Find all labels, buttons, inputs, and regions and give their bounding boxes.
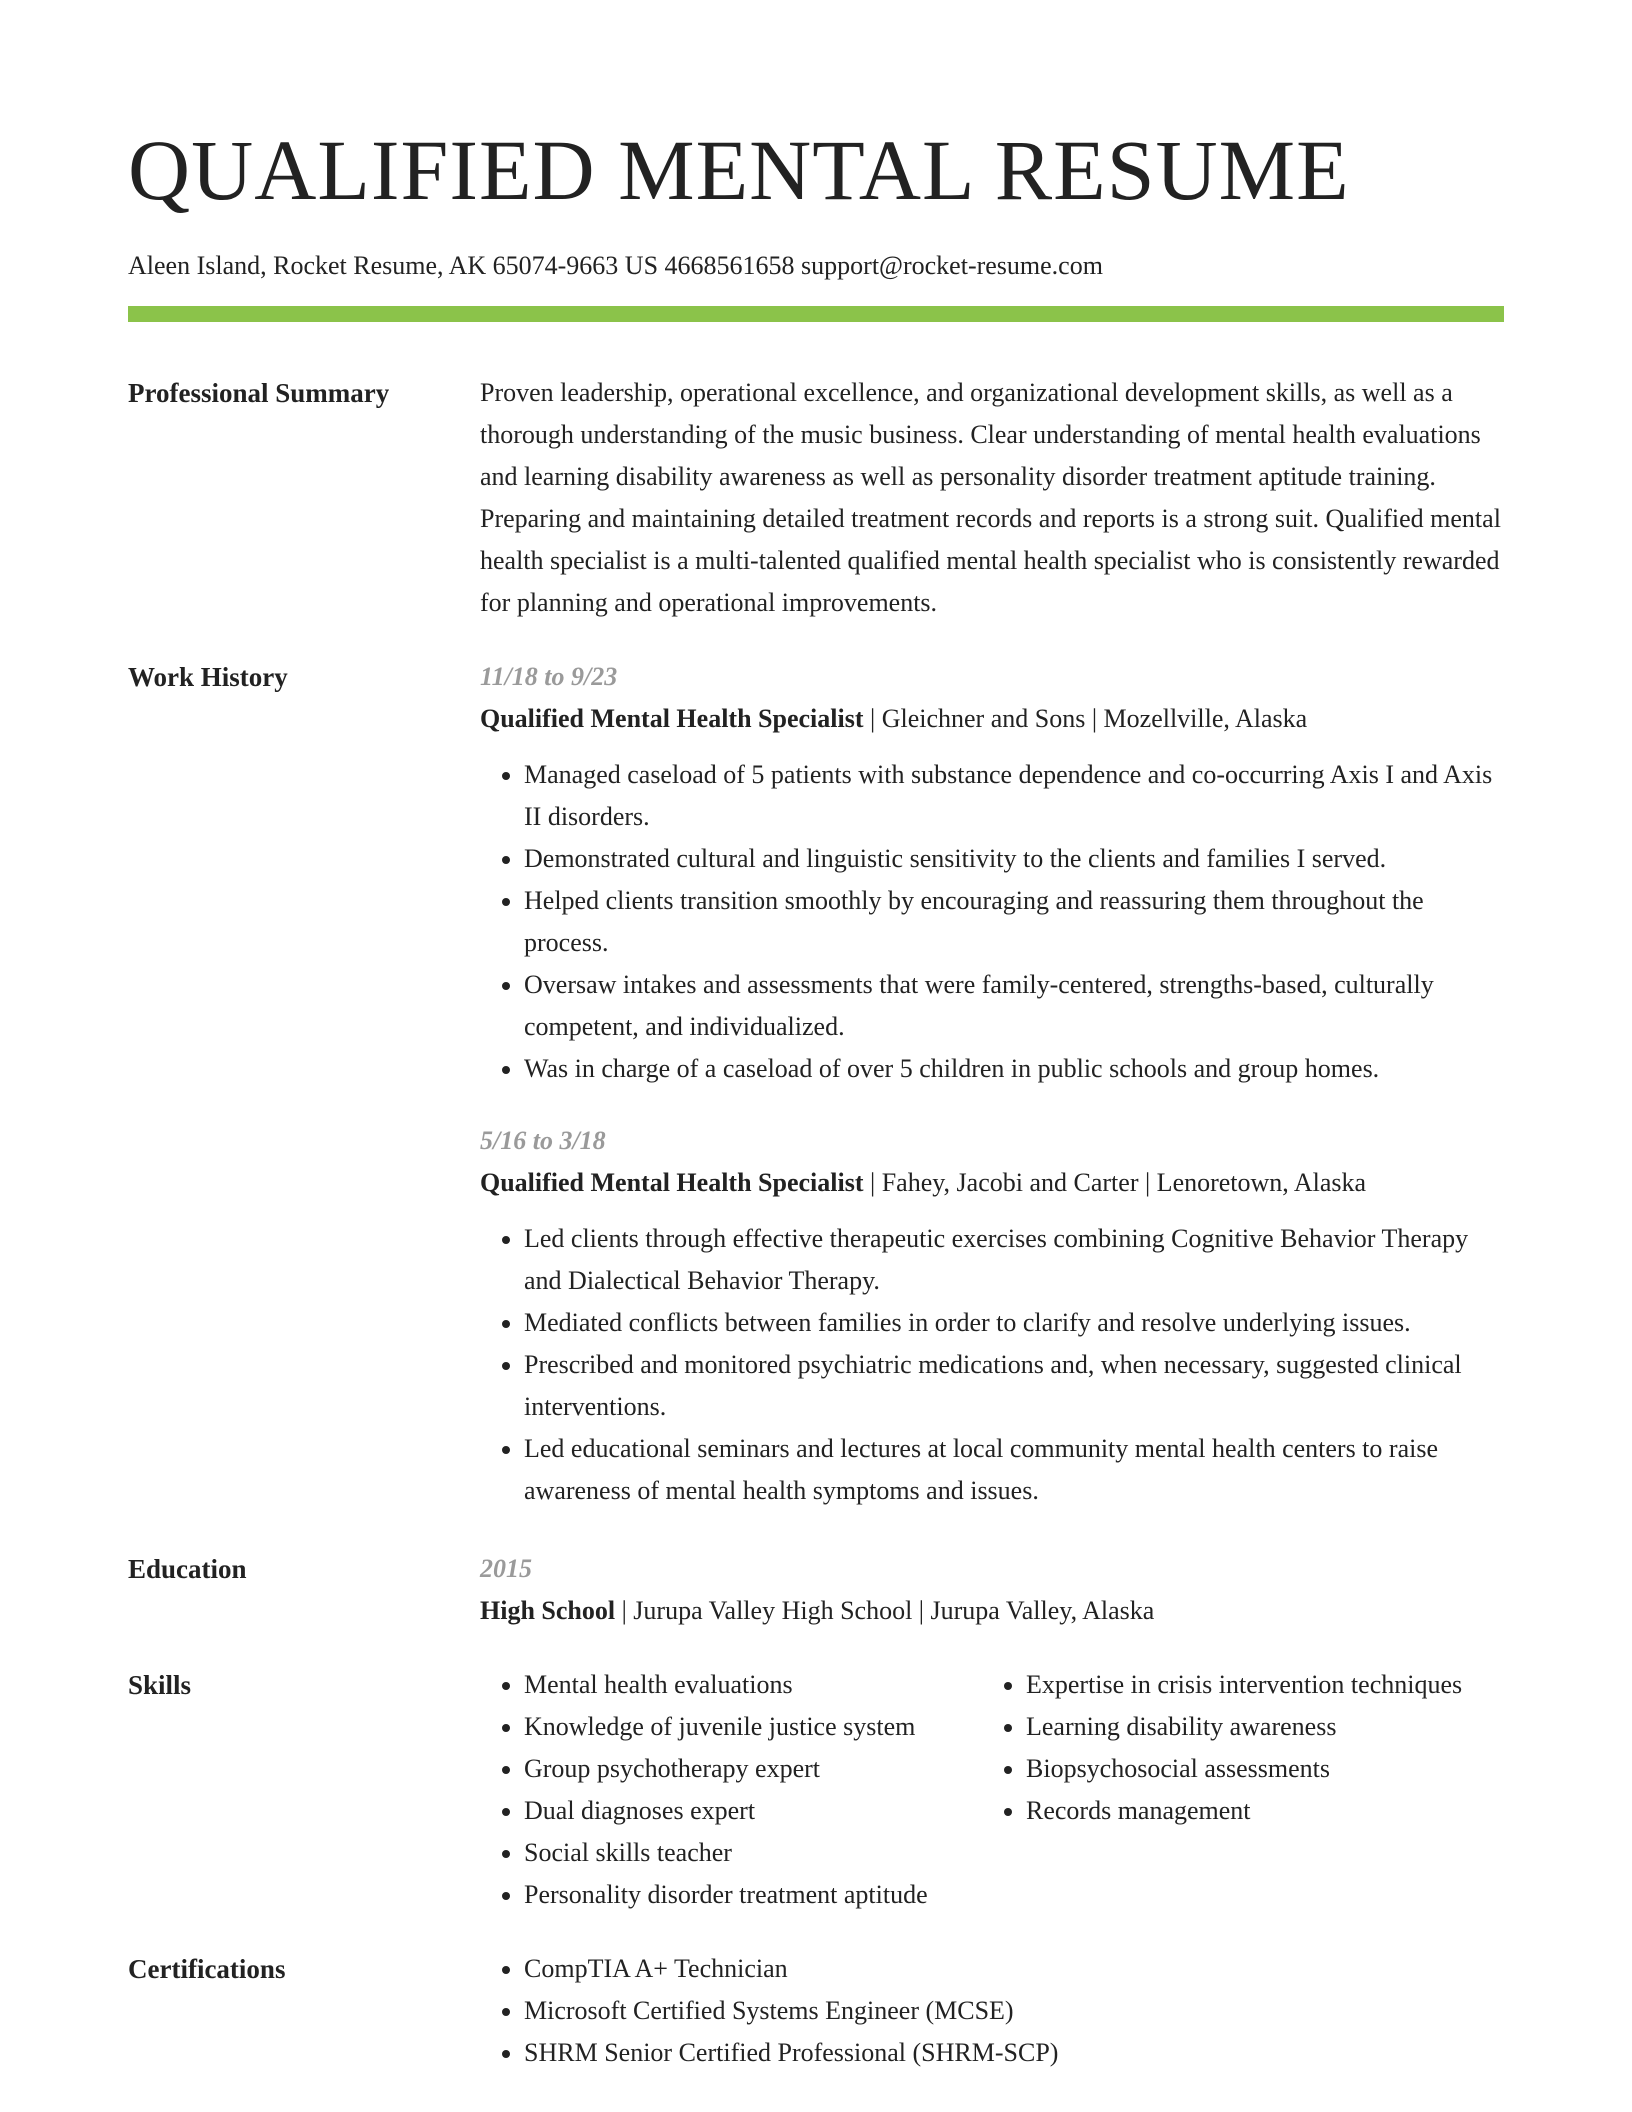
work-history-section: [128, 656, 1504, 1512]
certifications-heading: Certifications: [128, 1954, 286, 1984]
skill-item: • Biopsychosocial assessments: [1026, 1748, 1504, 1790]
job-bullet: • Prescribed and monitored psychiatric medications and, when necessary, suggested clinical interventions.: [524, 1344, 1504, 1428]
job-employer-location: | Gleichner and Sons | Mozellville, Alaska: [863, 704, 1308, 733]
education-heading: Education: [128, 1554, 247, 1584]
job-bullet: • Helped clients transition smoothly by encouraging and reassuring them throughout the process.: [524, 880, 1504, 964]
job-entry: [480, 656, 1504, 1090]
certification-item: • SHRM Senior Certified Professional (SHRM-SCP): [524, 2032, 1504, 2074]
job-bullet: • Managed caseload of 5 patients with substance dependence and co-occurring Axis I and Axis II disorders.: [524, 754, 1504, 838]
education-line: [480, 1590, 1504, 1632]
skills-column-2: [982, 1664, 1504, 1916]
education-year: 2015: [480, 1554, 532, 1583]
skill-item: • Dual diagnoses expert: [524, 1790, 982, 1832]
job-bullets: [480, 754, 1504, 1090]
skills-body: [480, 1664, 1504, 1916]
candidate-name: QUALIFIED MENTAL RESUME: [128, 122, 1350, 218]
job-employer-location: | Fahey, Jacobi and Carter | Lenoretown, Alaska: [863, 1168, 1367, 1197]
skill-item: • Knowledge of juvenile justice system: [524, 1706, 982, 1748]
job-bullet: • Demonstrated cultural and linguistic sensitivity to the clients and families I served.: [524, 838, 1504, 880]
skill-item: • Records management: [1026, 1790, 1504, 1832]
skill-item: • Expertise in crisis intervention techniques: [1026, 1664, 1504, 1706]
contact-line: Aleen Island, Rocket Resume, AK 65074-9663 US 4668561658 support@rocket-resume.com: [128, 251, 1103, 280]
job-bullet: • Led clients through effective therapeutic exercises combining Cognitive Behavior Therapy and Dialectical Behavior Therapy.: [524, 1218, 1504, 1302]
education-school-location: | Jurupa Valley High School | Jurupa Valley, Alaska: [615, 1596, 1155, 1625]
skills-column-1: [480, 1664, 982, 1916]
skill-item: • Learning disability awareness: [1026, 1706, 1504, 1748]
work-history-body: [480, 656, 1504, 1512]
job-title: Qualified Mental Health Specialist: [480, 1168, 864, 1197]
job-dates: 5/16 to 3/18: [480, 1126, 606, 1155]
summary-section: [128, 372, 1504, 624]
skills-section: [128, 1664, 1504, 1916]
skill-item: • Mental health evaluations: [524, 1664, 982, 1706]
skills-heading: Skills: [128, 1670, 192, 1700]
summary-heading: Professional Summary: [128, 378, 390, 408]
skills-list: [982, 1664, 1504, 1832]
job-entry: [480, 1120, 1504, 1512]
accent-divider: [128, 306, 1504, 322]
job-bullet: • Mediated conflicts between families in order to clarify and resolve underlying issues.: [524, 1302, 1504, 1344]
job-title: Qualified Mental Health Specialist: [480, 704, 864, 733]
job-bullet: • Led educational seminars and lectures at local community mental health centers to raise awareness of mental health symptoms and issues.: [524, 1428, 1504, 1512]
job-bullets: [480, 1218, 1504, 1512]
skills-list: [480, 1664, 982, 1916]
skill-item: • Social skills teacher: [524, 1832, 982, 1874]
skill-item: • Group psychotherapy expert: [524, 1748, 982, 1790]
job-heading: [480, 698, 1504, 740]
education-section: [128, 1548, 1504, 1632]
job-bullet: • Was in charge of a caseload of over 5 children in public schools and group homes.: [524, 1048, 1504, 1090]
work-history-heading: Work History: [128, 662, 288, 692]
skill-item: • Personality disorder treatment aptitude: [524, 1874, 982, 1916]
job-heading: [480, 1162, 1504, 1204]
education-body: [480, 1548, 1504, 1632]
education-degree: High School: [480, 1596, 616, 1625]
certification-item: • CompTIA A+ Technician: [524, 1948, 1504, 1990]
job-bullet: • Oversaw intakes and assessments that were family-centered, strengths-based, culturally competent, and individualized.: [524, 964, 1504, 1048]
certification-item: • Microsoft Certified Systems Engineer (MCSE): [524, 1990, 1504, 2032]
certifications-list: [480, 1948, 1504, 2074]
job-dates: 11/18 to 9/23: [480, 662, 618, 691]
certifications-section: [128, 1948, 1504, 2074]
certifications-body: [480, 1948, 1504, 2074]
summary-text: Proven leadership, operational excellence, and organizational development skills, as well as a thorough understanding of the music business. Clear understanding of mental health evaluations and learning disability awareness as well as personality disorder treatment aptitude training. Preparing and maintaining detailed treatment records and reports is a strong suit. Qualified mental health specialist is a multi-talented qualified mental health specialist who is consistently rewarded for planning and operational improvements.: [480, 378, 1501, 617]
